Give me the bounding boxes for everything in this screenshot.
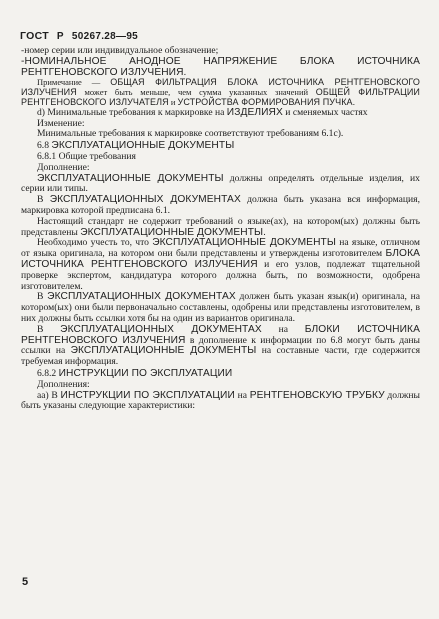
text-run: Примечание — — [37, 77, 111, 88]
paragraph — [21, 78, 420, 107]
paragraph — [21, 129, 420, 140]
text-run: на составные части, где содержится требуемая информация. — [21, 345, 420, 368]
paragraph — [21, 292, 420, 324]
text-run: В — [37, 291, 48, 303]
defined-term: ЭКСПЛУАТАЦИОННЫЕ ДОКУМЕНТЫ — [51, 140, 235, 152]
paragraph — [21, 217, 420, 239]
paragraph — [21, 391, 420, 413]
standard-number: 50267.28—95 — [71, 31, 139, 42]
text-run: d) Минимальные требования к маркировке на — [37, 106, 227, 118]
defined-term: ЭКСПЛУАТАЦИОННЫЕ ДОКУМЕНТЫ — [37, 172, 224, 184]
defined-term: ЭКСПЛУАТАЦИОННЫХ ДОКУМЕНТАХ — [47, 291, 236, 303]
text-run: 6.8.1 Общие требования — [37, 150, 136, 162]
text-run: В — [37, 194, 50, 206]
standard-prefix: ГОСТ — [20, 30, 49, 42]
text-run: Минимальные требования к маркировке соответствуют требованиям 6.1с). — [37, 128, 344, 140]
paragraph — [21, 238, 420, 292]
text-run: Необходимо учесть то, что — [37, 237, 153, 249]
defined-term: ОБЩАЯ ФИЛЬТРАЦИЯ БЛОКА ИСТОЧНИКА РЕНТГЕНОВСКОГО ИЗЛУЧЕНИЯ — [21, 77, 421, 98]
paragraph — [21, 174, 420, 196]
text-run: в дополнение к информации по 6.8 могут быть даны ссылки на — [21, 334, 420, 357]
text-run: и его узлов, подлежат тщательной проверке экспертом, кандидатура которого должна быть, по возможности, одобрена изготовителем. — [21, 258, 420, 292]
defined-term: ЭКСПЛУАТАЦИОННЫЕ ДОКУМЕНТЫ — [152, 237, 336, 249]
defined-term: ОБЩЕЙ ФИЛЬТРАЦИИ РЕНТГЕНОВСКОГО ИЗЛУЧАТЕЛЯ — [21, 87, 420, 107]
text-run: Дополнения: — [37, 378, 90, 390]
text-run: должны определять отдельные изделия, их серии или типы. — [21, 172, 420, 195]
paragraph — [21, 325, 420, 368]
text-run: Дополнение: — [37, 161, 90, 173]
text-run: Изменение: — [37, 117, 85, 129]
text-run: на — [261, 323, 305, 335]
text-run: должен быть указан язык(и) оригинала, на котором(ых) они были первоначально составлены, одобрены или представлены изготовителем, в них должны быть ссылки хотя бы на один из вариантов оригинала. — [21, 291, 420, 324]
defined-term: БЛОКИ ИСТОЧНИКА РЕНТГЕНОВСКОГО ИЗЛУЧЕНИЯ — [21, 323, 420, 346]
defined-term: ЭКСПЛУАТАЦИОННЫЕ ДОКУМЕНТЫ — [70, 345, 257, 357]
defined-term: ЭКСПЛУАТАЦИОННЫХ ДОКУМЕНТАХ — [49, 194, 241, 206]
text-run: может быть меньше, чем сумма указанных значений — [76, 87, 316, 98]
text-run: и — [168, 96, 178, 107]
text-run: 6.8 — [37, 140, 52, 152]
text-run: В — [37, 323, 61, 335]
defined-term: ИНСТРУКЦИИ ПО ЭКСПЛУАТАЦИИ — [58, 367, 233, 379]
text-run: должна быть указана вся информация, маркировка которой предписана 6.1. — [21, 194, 420, 216]
defined-term: БЛОКА ИСТОЧНИКА РЕНТГЕНОВСКОГО ИЗЛУЧЕНИЯ — [21, 248, 420, 270]
text-run: Настоящий стандарт не содержит требований о языке(ах), на котором(ых) должны быть представлены — [21, 215, 420, 238]
text-run: и сменяемых частях — [282, 106, 368, 118]
text-run: аа) В — [37, 389, 61, 401]
defined-term: ИЗДЕЛИЯХ — [226, 106, 283, 118]
defined-term: ЭКСПЛУАТАЦИОННЫХ ДОКУМЕНТАХ — [60, 323, 262, 335]
standard-suffix: Р — [56, 31, 64, 42]
defined-term: ЭКСПЛУАТАЦИОННЫЕ ДОКУМЕНТЫ. — [80, 226, 267, 238]
paragraph — [21, 57, 420, 79]
text-run: -номер серии или индивидуальное обозначение; — [21, 45, 219, 56]
text-run: на языке, отличном от языка оригинала, на котором они были представлены и утверждены изготовителем — [21, 237, 420, 260]
document-body — [21, 46, 420, 412]
text-run: 6.8.2 — [37, 367, 59, 379]
text-run: на — [234, 389, 250, 401]
defined-term: УСТРОЙСТВА ФОРМИРОВАНИЯ ПУЧКА. — [177, 96, 356, 107]
defined-term: -НОМИНАЛЬНОЕ АНОДНОЕ НАПРЯЖЕНИЕ БЛОКА ИСТОЧНИКА РЕНТГЕНОВСКОГО ИЗЛУЧЕНИЯ. — [21, 55, 420, 78]
defined-term: ИНСТРУКЦИИ ПО ЭКСПЛУАТАЦИИ — [60, 389, 235, 401]
text-run: должны быть указаны следующие характеристики: — [21, 389, 420, 412]
page-header — [20, 30, 138, 42]
defined-term: РЕНТГЕНОВСКУЮ ТРУБКУ — [249, 389, 385, 401]
paragraph — [21, 195, 420, 217]
page-number: 5 — [22, 576, 29, 588]
